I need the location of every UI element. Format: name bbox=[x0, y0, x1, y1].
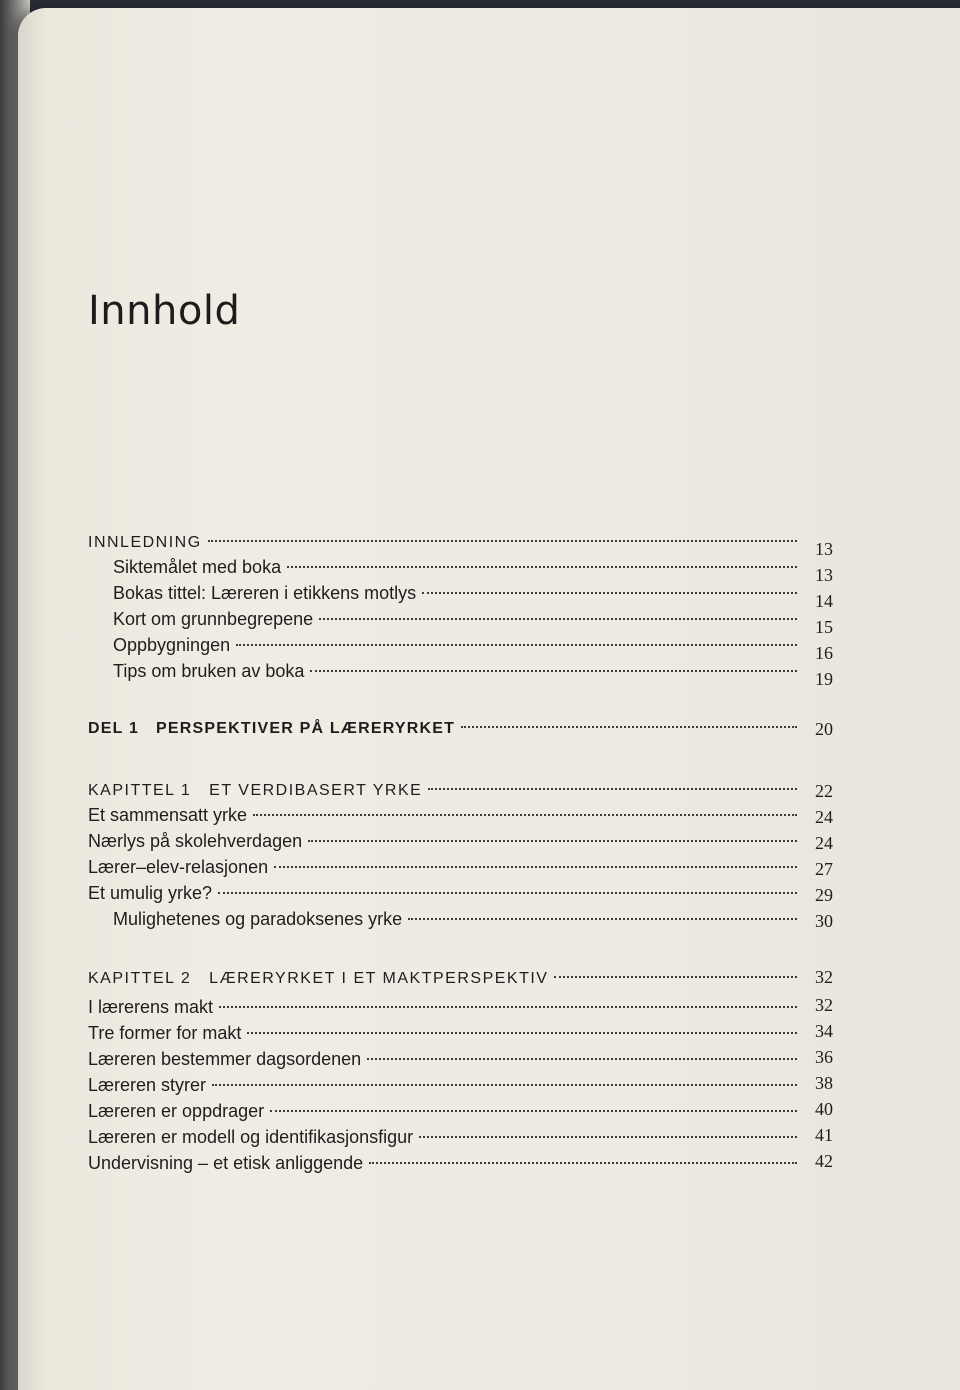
table-of-contents bbox=[88, 0, 833, 1390]
toc-page-number: 34 bbox=[815, 1021, 833, 1041]
toc-entry-label: Bokas tittel: Læreren i etikkens motlys bbox=[113, 583, 417, 603]
toc-page-number: 13 bbox=[815, 539, 833, 559]
leader-dots bbox=[274, 866, 797, 868]
leader-dots bbox=[308, 840, 797, 842]
toc-page-number: 20 bbox=[815, 719, 833, 739]
leader-dots bbox=[428, 788, 797, 790]
toc-entry[interactable] bbox=[88, 580, 833, 611]
toc-entry[interactable] bbox=[88, 994, 833, 1020]
toc-entry[interactable] bbox=[88, 606, 833, 637]
toc-entry-label: Oppbygningen bbox=[113, 635, 231, 655]
toc-entry-label: Nærlys på skolehverdagen bbox=[88, 831, 303, 851]
toc-entry[interactable] bbox=[88, 828, 833, 854]
toc-entry[interactable] bbox=[88, 880, 833, 906]
toc-entry-label: Et umulig yrke? bbox=[88, 883, 213, 903]
toc-entry-label: INNLEDNING bbox=[88, 534, 202, 551]
leader-dots bbox=[208, 540, 797, 542]
toc-entry-label: Kort om grunnbegrepene bbox=[113, 609, 314, 629]
toc-entry-kapittel-1[interactable] bbox=[88, 776, 833, 802]
leader-dots bbox=[367, 1058, 797, 1060]
leader-dots bbox=[270, 1110, 797, 1112]
toc-page-number: 32 bbox=[815, 995, 833, 1015]
toc-entry-label: Lærer–elev-relasjonen bbox=[88, 857, 269, 877]
leader-dots bbox=[369, 1162, 797, 1164]
leader-dots bbox=[236, 644, 797, 646]
toc-entry-label: Et sammensatt yrke bbox=[88, 805, 248, 825]
toc-entry[interactable] bbox=[88, 1072, 833, 1098]
leader-dots bbox=[408, 918, 797, 920]
toc-entry[interactable] bbox=[88, 906, 833, 932]
toc-entry[interactable] bbox=[88, 1124, 833, 1150]
toc-entry[interactable] bbox=[88, 1046, 833, 1072]
toc-entry-label: I lærerens makt bbox=[88, 997, 214, 1017]
toc-entry-label: Undervisning – et etisk anliggende bbox=[88, 1153, 364, 1173]
toc-entry-label: Siktemålet med boka bbox=[113, 557, 282, 577]
leader-dots bbox=[422, 592, 797, 594]
leader-dots bbox=[319, 618, 797, 620]
toc-entry[interactable] bbox=[88, 1098, 833, 1124]
leader-dots bbox=[218, 892, 797, 894]
toc-page-number: 15 bbox=[815, 617, 833, 637]
toc-entry[interactable] bbox=[88, 854, 833, 880]
toc-entry-kapittel-2[interactable] bbox=[88, 964, 833, 990]
toc-entry-label: Mulighetenes og paradoksenes yrke bbox=[113, 909, 403, 929]
toc-page-number: 38 bbox=[815, 1073, 833, 1093]
leader-dots bbox=[461, 726, 797, 728]
toc-page-number: 14 bbox=[815, 591, 833, 611]
toc-entry-del-1[interactable] bbox=[88, 714, 833, 740]
leader-dots bbox=[212, 1084, 797, 1086]
toc-entry-label: Læreren styrer bbox=[88, 1075, 207, 1095]
toc-page-number: 24 bbox=[815, 807, 833, 827]
leader-dots bbox=[287, 566, 797, 568]
toc-page-number: 19 bbox=[815, 669, 833, 689]
leader-dots bbox=[247, 1032, 797, 1034]
toc-entry-label: KAPITTEL 1 ET VERDIBASERT YRKE bbox=[88, 782, 423, 799]
toc-page-number: 36 bbox=[815, 1047, 833, 1067]
toc-entry-label: Tips om bruken av boka bbox=[113, 661, 305, 681]
toc-entry-label: DEL 1 PERSPEKTIVER PÅ LÆRERYRKET bbox=[88, 720, 456, 737]
toc-entry-label: KAPITTEL 2 LÆRERYRKET I ET MAKTPERSPEKTIV bbox=[88, 970, 549, 987]
leader-dots bbox=[419, 1136, 797, 1138]
leader-dots bbox=[253, 814, 797, 816]
toc-page-number: 41 bbox=[815, 1125, 833, 1145]
page-title: Innhold bbox=[88, 288, 241, 334]
leader-dots bbox=[554, 976, 797, 978]
toc-page-number: 22 bbox=[815, 781, 833, 801]
toc-entry-innledning[interactable] bbox=[88, 528, 833, 559]
toc-page-number: 40 bbox=[815, 1099, 833, 1119]
leader-dots bbox=[219, 1006, 797, 1008]
toc-page-number: 13 bbox=[815, 565, 833, 585]
toc-page-number: 27 bbox=[815, 859, 833, 879]
toc-entry[interactable] bbox=[88, 658, 833, 689]
toc-entry[interactable] bbox=[88, 802, 833, 828]
toc-page-number: 42 bbox=[815, 1151, 833, 1171]
toc-page-number: 30 bbox=[815, 911, 833, 931]
toc-entry[interactable] bbox=[88, 632, 833, 663]
toc-page-number: 29 bbox=[815, 885, 833, 905]
leader-dots bbox=[310, 670, 797, 672]
toc-page-number: 32 bbox=[815, 967, 833, 987]
toc-entry[interactable] bbox=[88, 1150, 833, 1176]
toc-entry-label: Læreren er modell og identifikasjonsfigur bbox=[88, 1127, 414, 1147]
toc-entry[interactable] bbox=[88, 554, 833, 585]
toc-entry-label: Tre former for makt bbox=[88, 1023, 242, 1043]
toc-entry-label: Læreren bestemmer dagsordenen bbox=[88, 1049, 362, 1069]
toc-entry-label: Læreren er oppdrager bbox=[88, 1101, 265, 1121]
toc-page-number: 24 bbox=[815, 833, 833, 853]
toc-page-number: 16 bbox=[815, 643, 833, 663]
toc-entry[interactable] bbox=[88, 1020, 833, 1046]
